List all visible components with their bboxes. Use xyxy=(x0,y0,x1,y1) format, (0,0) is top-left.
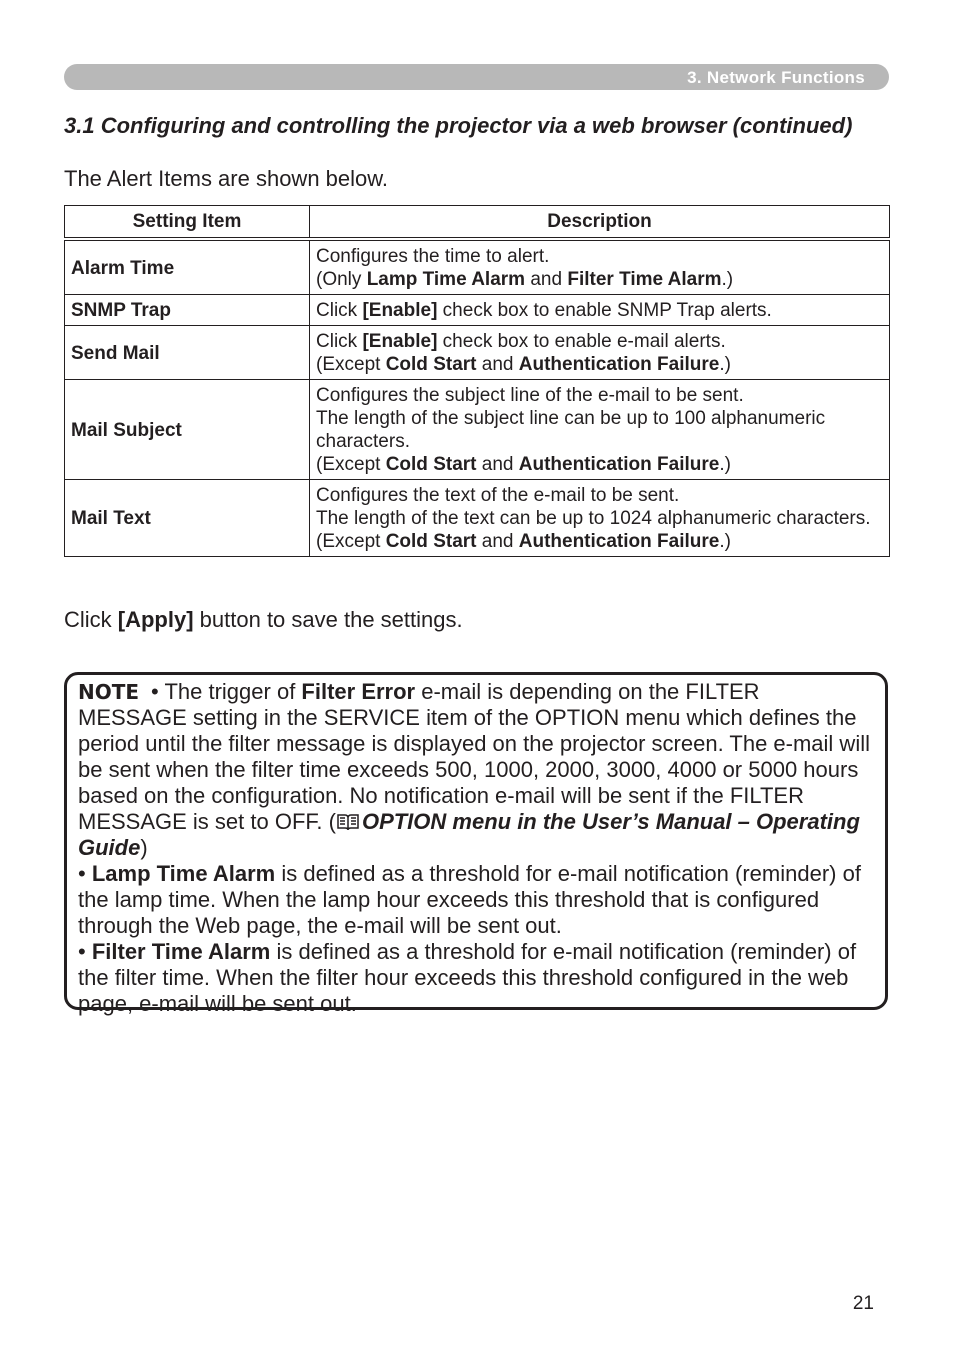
description-line xyxy=(316,407,883,453)
bold-text: Authentication Failure xyxy=(518,531,720,552)
description-line xyxy=(316,530,883,553)
bold-text: [Enable] xyxy=(362,300,438,321)
bold-text: Authentication Failure xyxy=(518,354,720,375)
bold-text: Filter Time Alarm xyxy=(567,269,722,290)
table-row xyxy=(65,326,890,380)
section-label: 3. Network Functions xyxy=(687,68,865,87)
text-run: and xyxy=(476,531,519,552)
bold-text: Lamp Time Alarm xyxy=(91,861,276,886)
text-run: • xyxy=(78,939,92,964)
table-row xyxy=(65,239,890,295)
setting-item-cell: Alarm Time xyxy=(65,239,310,295)
description-cell xyxy=(310,380,890,480)
note-paragraph xyxy=(78,939,874,1017)
description-line xyxy=(316,330,883,353)
bold-text: Authentication Failure xyxy=(518,454,720,475)
page-number: 21 xyxy=(852,1293,874,1314)
text-run: and xyxy=(476,354,519,375)
text-run: check box to enable SNMP Trap alerts. xyxy=(437,300,772,321)
table-row xyxy=(65,295,890,326)
note-label: NOTE xyxy=(78,680,140,704)
text-run: e-mail is depending on the FILTER MESSAGE setting in the SERVICE item of the OPTION menu which defines the period until the filter message is displayed on the projector screen. The e-mail will be sent when the filter time exceeds 500, 1000, 2000, 3000, 4000 or 5000 hours based on the configuration. No notification e-mail will be sent if the FILTER MESSAGE is set to OFF. ( xyxy=(78,679,870,834)
table-body xyxy=(65,239,890,557)
bold-text: [Enable] xyxy=(362,331,438,352)
bold-text: Lamp Time Alarm xyxy=(366,269,526,290)
text-run: .) xyxy=(719,531,731,552)
text-run: (Only xyxy=(316,269,367,290)
description-cell xyxy=(310,480,890,557)
note-paragraph xyxy=(78,861,874,939)
text-run: Click xyxy=(316,300,363,321)
setting-item-cell: Mail Text xyxy=(65,480,310,557)
apply-prefix: Click xyxy=(64,607,118,632)
bold-text: Filter Error xyxy=(301,679,416,704)
table-row xyxy=(65,380,890,480)
description-cell xyxy=(310,239,890,295)
text-run: ) xyxy=(140,835,148,860)
apply-button-label: [Apply] xyxy=(117,607,194,632)
emphasis-text: OPTION menu in the User’s Manual – Operating Guide xyxy=(78,809,860,860)
note-content xyxy=(78,679,874,1017)
text-run: check box to enable e-mail alerts. xyxy=(437,331,726,352)
text-run: • xyxy=(78,861,92,886)
column-header-description: Description xyxy=(310,206,890,240)
text-run: .) xyxy=(719,454,731,475)
note-box xyxy=(64,672,888,1016)
column-header-setting-item: Setting Item xyxy=(65,206,310,240)
table-row xyxy=(65,480,890,557)
text-run: .) xyxy=(721,269,734,290)
description-line xyxy=(316,507,883,530)
description-line xyxy=(316,353,883,376)
text-run: Configures the text of the e-mail to be sent. xyxy=(316,485,680,506)
setting-item-cell: Mail Subject xyxy=(65,380,310,480)
text-run: and xyxy=(476,454,519,475)
text-run: • The trigger of xyxy=(151,679,302,704)
text-run: The length of the text can be up to 1024 alphanumeric characters. xyxy=(316,508,871,529)
description-cell xyxy=(310,326,890,380)
description-line xyxy=(316,453,883,476)
text-run: .) xyxy=(719,354,731,375)
bold-text: Cold Start xyxy=(385,531,477,552)
text-run: The length of the subject line can be up to 100 alphanumeric characters. xyxy=(316,408,826,452)
text-run: (Except xyxy=(316,454,386,475)
book-icon xyxy=(336,812,360,832)
text-run: is defined as a threshold for e-mail notification (reminder) of the filter time. When the filter hour exceeds this threshold configured in the web page, e-mail will be sent out. xyxy=(78,939,857,1016)
bold-text: Filter Time Alarm xyxy=(91,939,271,964)
description-cell xyxy=(310,295,890,326)
description-line xyxy=(316,245,883,268)
description-line xyxy=(316,484,883,507)
alert-items-table xyxy=(64,205,890,557)
description-line xyxy=(316,384,883,407)
text-run: Click xyxy=(316,331,363,352)
apply-instruction xyxy=(64,607,463,633)
text-run: (Except xyxy=(316,531,386,552)
text-run: (Except xyxy=(316,354,386,375)
setting-item-cell: SNMP Trap xyxy=(65,295,310,326)
table-header-row xyxy=(65,206,890,240)
apply-suffix: button to save the settings. xyxy=(193,607,463,632)
text-run: and xyxy=(525,269,568,290)
note-paragraph xyxy=(78,679,874,861)
section-title: 3.1 Configuring and controlling the projector via a web browser (continued) xyxy=(64,113,853,138)
header-bar xyxy=(64,64,889,90)
description-line xyxy=(316,299,883,322)
setting-item-cell: Send Mail xyxy=(65,326,310,380)
intro-text: The Alert Items are shown below. xyxy=(64,166,389,191)
bold-text: Cold Start xyxy=(385,454,477,475)
description-line xyxy=(316,268,883,291)
bold-text: Cold Start xyxy=(385,354,477,375)
text-run: Configures the time to alert. xyxy=(316,246,550,267)
text-run: is defined as a threshold for e-mail notification (reminder) of the lamp time. When the lamp hour exceeds this threshold that is configured through the Web page, the e-mail will be sent out. xyxy=(78,861,861,938)
text-run: Configures the subject line of the e-mail to be sent. xyxy=(316,385,744,406)
